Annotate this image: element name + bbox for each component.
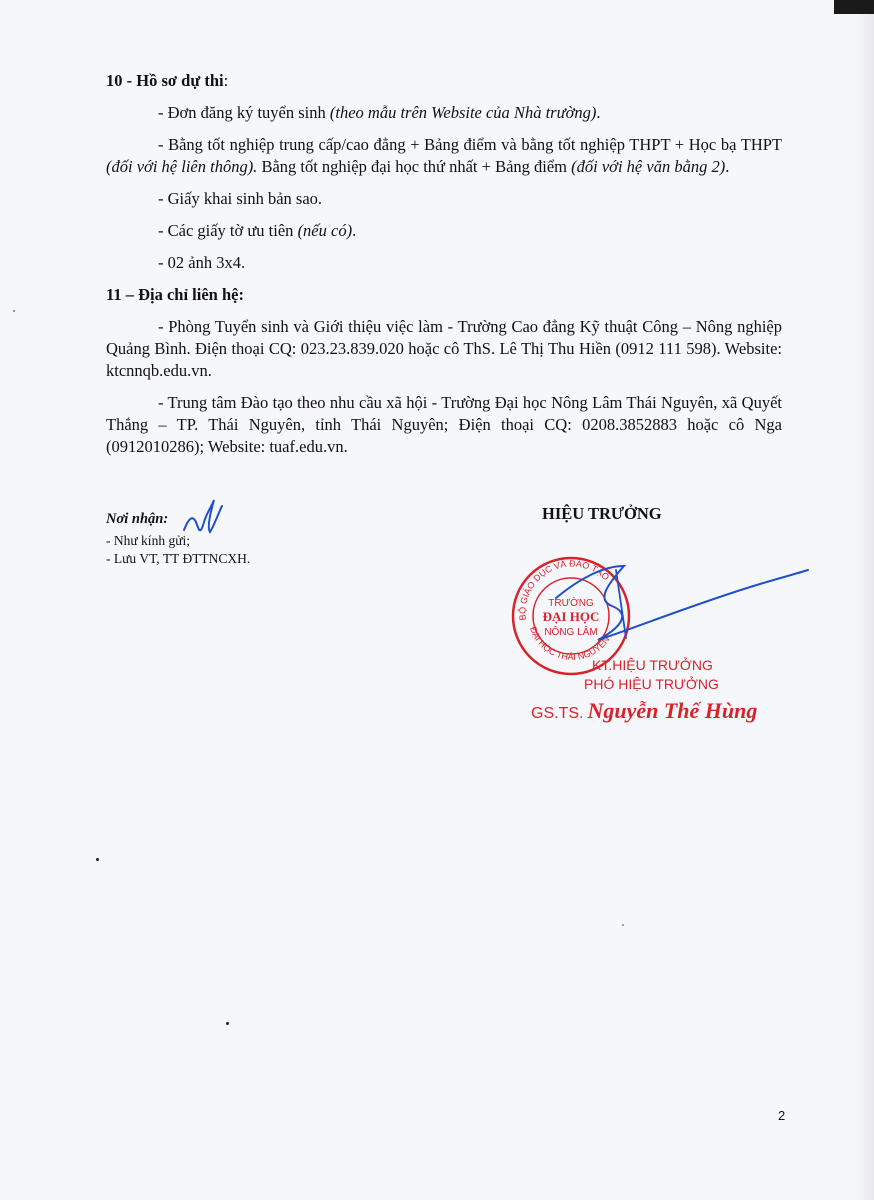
page-number: 2 (778, 1108, 786, 1123)
item-tail: Bằng tốt nghiệp đại học thứ nhất + Bảng điểm (257, 157, 572, 176)
item-text: - Bằng tốt nghiệp trung cấp/cao đẳng + Bảng điểm và bằng tốt nghiệp THPT + Học bạ THPT (158, 135, 782, 154)
receiver-item: - Lưu VT, TT ĐTTNCXH. (106, 551, 251, 566)
section-11-heading: 11 – Địa chỉ liên hệ: (106, 285, 244, 304)
scan-speck (13, 310, 15, 312)
stamp-outer-text-path: BỘ GIÁO DỤC VÀ ĐÀO TẠO (517, 558, 612, 621)
stamp-center-1: TRƯỜNG (548, 598, 594, 609)
section-11-item-1: - Phòng Tuyển sinh và Giới thiệu việc làm - Trường Cao đẳng Kỹ thuật Công – Nông nghiệp Quảng Bình. Điện thoại CQ: 023.23.839.020 hoặc cô ThS. Lê Thị Thu Hiền (0912 111 598). Website: ktcnnqb.edu.vn. (106, 317, 782, 380)
section-10-heading-colon: : (223, 71, 229, 90)
kt-hieu-truong: KT.HIỆU TRƯỞNG (592, 657, 713, 673)
receivers-block (106, 510, 250, 568)
section-10-item-2 (106, 134, 782, 178)
item-text: - Đơn đăng ký tuyển sinh (158, 103, 330, 122)
scan-speck (622, 924, 624, 926)
item-italic: (theo mẫu trên Website của Nhà trường) (329, 103, 597, 122)
receiver-item: - Như kính gửi; (106, 533, 191, 548)
item-text: - Giấy khai sinh bản sao. (158, 189, 323, 208)
item-tail: . (596, 103, 601, 122)
page-edge-shadow (856, 0, 874, 1200)
signer-fullname: Nguyễn Thế Hùng (587, 698, 758, 723)
section-10-item-4 (106, 220, 782, 242)
receivers-title: Nơi nhận: (106, 511, 169, 527)
section-10-item-3 (106, 188, 782, 210)
scan-speck (96, 858, 99, 861)
signer-name (531, 698, 757, 724)
section-10-heading-text: 10 - Hồ sơ dự thi (106, 71, 224, 90)
scan-speck (226, 1022, 229, 1025)
signature-title: HIỆU TRƯỞNG (542, 504, 662, 523)
section-10-item-1 (106, 102, 782, 124)
item-italic-2: (đối với hệ văn bằng 2) (571, 157, 726, 176)
item-tail: . (352, 221, 357, 240)
item-italic: (đối với hệ liên thông). (106, 157, 258, 176)
pho-hieu-truong: PHÓ HIỆU TRƯỞNG (584, 676, 719, 692)
stamp-center-3: NÔNG LÂM (544, 627, 598, 638)
scan-corner-artifact (834, 0, 874, 14)
item-italic: (nếu có) (297, 221, 353, 240)
signer-prefix: GS.TS. (531, 705, 584, 722)
item-text: - Các giấy tờ ưu tiên (158, 221, 298, 240)
document-body (106, 70, 782, 468)
item-text: - 02 ảnh 3x4. (158, 253, 246, 272)
section-10-item-5 (106, 252, 782, 274)
section-10-heading (106, 70, 782, 92)
section-11-item-2: - Trung tâm Đào tạo theo nhu cầu xã hội - Trường Đại học Nông Lâm Thái Nguyên, xã Quyết Thắng – TP. Thái Nguyên, tỉnh Thái Nguyên; Điện thoại CQ: 0208.3852883 hoặc cô Nga (0912010286); Website: tuaf.edu.vn. (106, 393, 782, 456)
item-tail-2: . (725, 157, 730, 176)
stamp-center-2: ĐẠI HỌC (542, 609, 600, 624)
stamp-bottom-text-path: ĐẠI HỌC THÁI NGUYÊN (527, 625, 612, 663)
